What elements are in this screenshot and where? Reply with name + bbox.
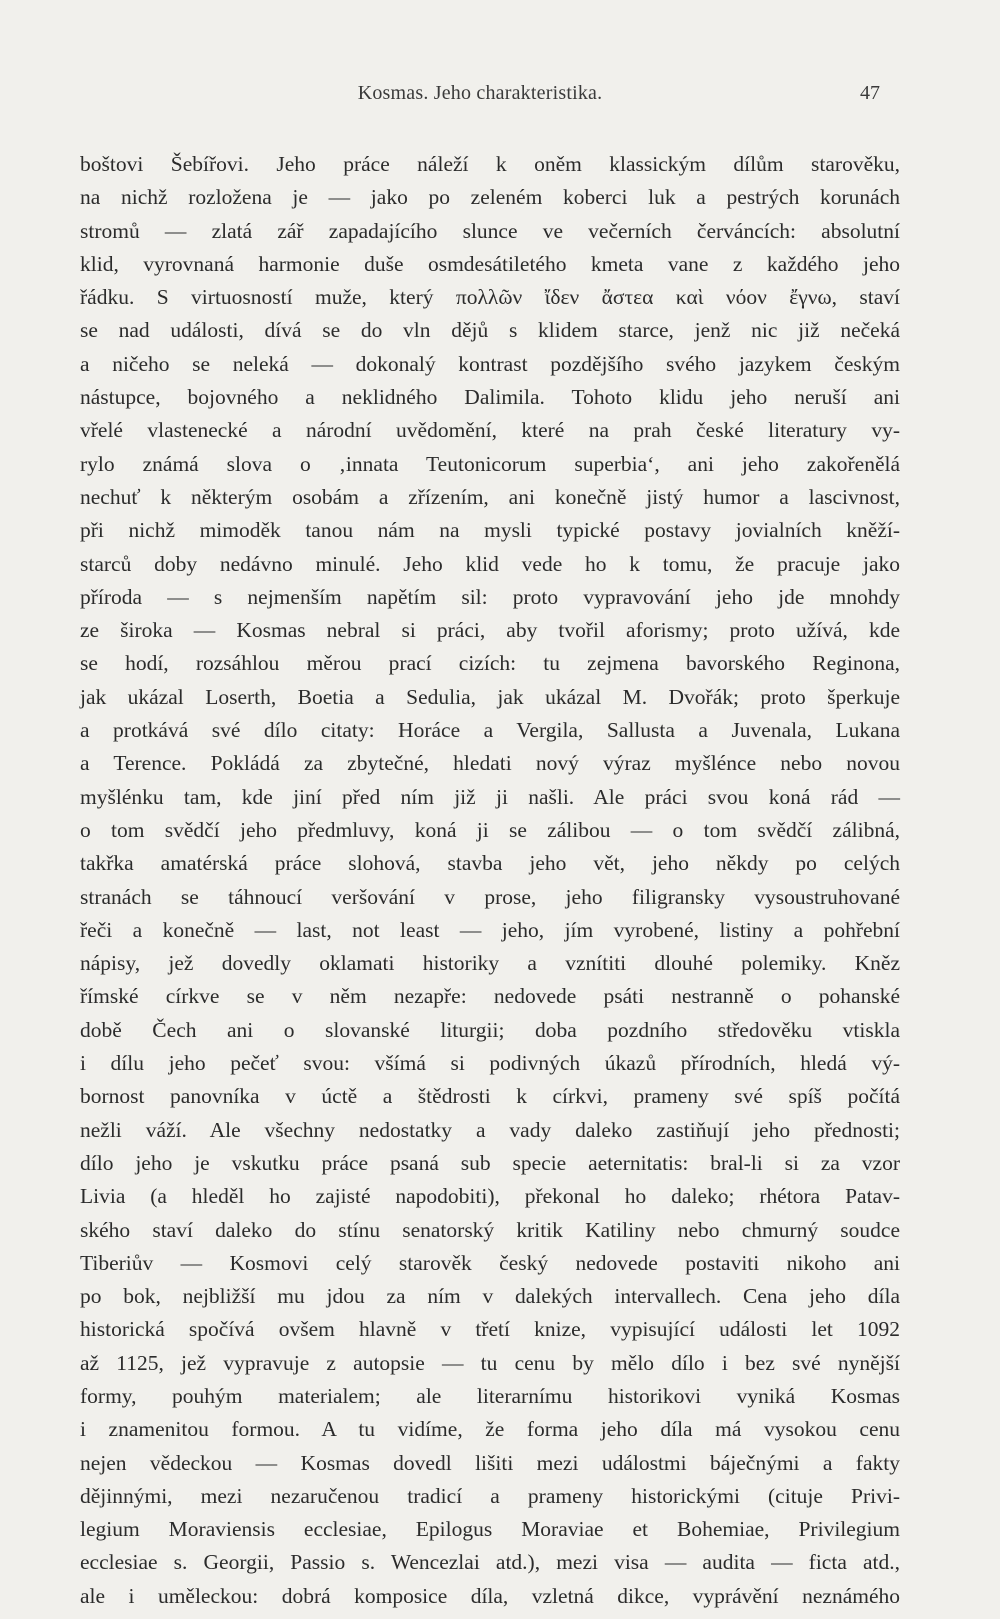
text-line: ecclesiae s. Georgii, Passio s. Wencezlai atd.), mezi visa — audita — ficta atd.,: [80, 1550, 900, 1575]
text-line: jak ukázal Loserth, Boetia a Sedulia, jak ukázal M. Dvořák; proto šperkuje: [80, 684, 900, 709]
text-line: bornost panovníka v úctě a štědrosti k církvi, prameny své spíš počítá: [80, 1084, 900, 1109]
text-line: legium Moraviensis ecclesiae, Epilogus Moraviae et Bohemiae, Privilegium: [80, 1517, 900, 1542]
text-line: nechuť k některým osobám a zřízením, ani konečně jistý humor a lascivnost,: [80, 484, 900, 509]
text-line: i dílu jeho pečeť svou: všímá si podivných úkazů přírodních, hledá vý-: [80, 1051, 900, 1076]
text-line: ale i uměleckou: dobrá komposice díla, vzletná dikce, vyprávění neznámého: [80, 1583, 900, 1608]
text-line: boštovi Šebířovi. Jeho práce náleží k oněm klassickým dílům starověku,: [80, 152, 900, 176]
running-head: [80, 82, 880, 112]
text-line: ského staví daleko do stínu senatorský kritik Katiliny nebo chmurný soudce: [80, 1217, 900, 1242]
text-line: takřka amatérská práce slohová, stavba jeho vět, jeho někdy po celých: [80, 851, 900, 876]
body-text: [80, 148, 900, 1613]
text-line: příroda — s nejmenším napětím sil: proto vypravování jeho jde mnohdy: [80, 584, 900, 609]
text-line: nejen vědeckou — Kosmas dovedl lišiti mezi událostmi báječnými a fakty: [80, 1450, 900, 1475]
running-title: Kosmas. Jeho charakteristika.: [357, 82, 603, 104]
text-line: a ničeho se neleká — dokonalý kontrast pozdějšího svého jazykem českým: [80, 351, 900, 376]
text-line: řeči a konečně — last, not least — jeho, jím vyrobené, listiny a pohřební: [80, 917, 900, 942]
text-line: řádku. S virtuosností muže, který πολλῶν ἴδεν ἄστεα καὶ νόον ἔγνω, staví: [80, 285, 900, 310]
text-line: dílo jeho je vskutku práce psaná sub specie aeternitatis: bral-li si za vzor: [80, 1150, 900, 1175]
text-line: formy, pouhým materialem; ale literarnímu historikovi vyniká Kosmas: [80, 1383, 900, 1408]
text-line: se hodí, rozsáhlou měrou prací cizích: tu zejmena bavorského Reginona,: [80, 651, 900, 676]
text-line: na nichž rozložena je — jako po zeleném koberci luk a pestrých korunách: [80, 185, 900, 210]
text-line: až 1125, jež vypravuje z autopsie — tu cenu by mělo dílo i bez své nynější: [80, 1350, 900, 1375]
text-line: po bok, nejbližší mu jdou za ním v dalekých intervallech. Cena jeho díla: [80, 1284, 900, 1309]
text-line: Livia (a hleděl ho zajisté napodobiti), překonal ho daleko; rhétora Patav-: [80, 1184, 900, 1209]
text-line: stranách se táhnoucí veršování v prose, jeho filigransky vysoustruhované: [80, 884, 900, 909]
text-line: o tom svědčí jeho předmluvy, koná ji se zálibou — o tom svědčí zálibná,: [80, 817, 900, 842]
text-line: nápisy, jež dovedly oklamati historiky a vznítiti dlouhé polemiky. Kněz: [80, 951, 900, 976]
text-line: nežli váží. Ale všechny nedostatky a vady daleko zastiňují jeho přednosti;: [80, 1117, 900, 1142]
text-line: historická spočívá ovšem hlavně v třetí knize, vypisující události let 1092: [80, 1317, 900, 1342]
text-line: a Terence. Pokládá za zbytečné, hledati nový výraz myšlénce nebo novou: [80, 751, 900, 776]
text-line: při nichž mimoděk tanou nám na mysli typické postavy jovialních kněží-: [80, 518, 900, 543]
text-line: rylo známá slova o ‚innata Teutonicorum superbia‘, ani jeho zakořenělá: [80, 451, 900, 476]
text-line: ze široka — Kosmas nebral si práci, aby tvořil aforismy; proto užívá, kde: [80, 618, 900, 643]
text-line: římské církve se v něm nezapře: nedovede psáti nestranně o pohanské: [80, 984, 900, 1009]
text-line: nástupce, bojovného a neklidného Dalimila. Tohoto klidu jeho neruší ani: [80, 385, 900, 410]
text-line: Tiberiův — Kosmovi celý starověk český nedovede postaviti nikoho ani: [80, 1250, 900, 1275]
text-line: i znamenitou formou. A tu vidíme, že forma jeho díla má vysokou cenu: [80, 1417, 900, 1442]
text-line: a protkává své dílo citaty: Horáce a Vergila, Sallusta a Juvenala, Lukana: [80, 718, 900, 743]
text-line: klid, vyrovnaná harmonie duše osmdesátiletého kmeta vane z každého jeho: [80, 251, 900, 276]
text-line: myšlénku tam, kde jiní před ním již ji našli. Ale práci svou koná rád —: [80, 784, 900, 809]
text-line: stromů — zlatá zář zapadajícího slunce ve večerních červáncích: absolutní: [80, 218, 900, 243]
text-line: vřelé vlastenecké a národní uvědomění, které na prah české literatury vy-: [80, 418, 900, 443]
text-line: starců doby nedávno minulé. Jeho klid vede ho k tomu, že pracuje jako: [80, 551, 900, 576]
text-line: dějinnými, mezi nezaručenou tradicí a prameny historickými (cituje Privi-: [80, 1483, 900, 1508]
page-number: 47: [860, 82, 880, 104]
text-line: době Čech ani o slovanské liturgii; doba pozdního středověku vtiskla: [80, 1017, 900, 1042]
text-line: se nad události, dívá se do vln dějů s klidem starce, jenž nic již nečeká: [80, 318, 900, 343]
